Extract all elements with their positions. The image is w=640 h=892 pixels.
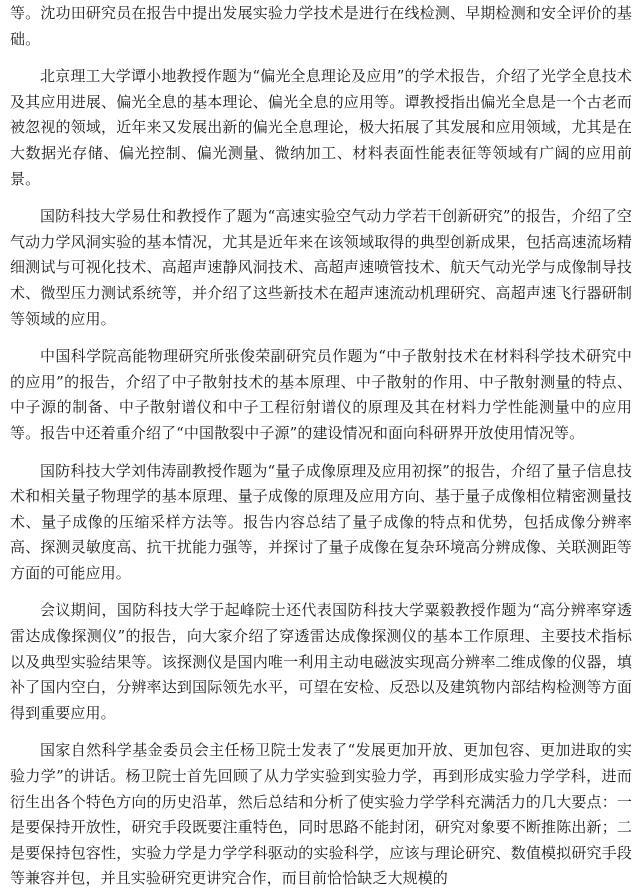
paragraph-7: 国家自然科学基金委员会主任杨卫院士发表了“发展更加开放、更加包容、更加进取的实验力学”的讲话。杨卫院士首先回顾了从力学实验到实验力学，再到形成实验力学学科，进而衍生出各个特色方向的历史沿革，然后总结和分析了使实验力学学科充满活力的几大要点：一是要保持开放性，研究手段既要注重特色，同时思路不能封闭，研究对象要不断推陈出新；二是要保持包容性，实验力学是力学学科驱动的实验科学，应该与理论研究、数值模拟研究手段等兼容并包，并且实验研究更讲究合作，而目前恰恰缺乏大规模的	[10, 741, 632, 888]
paragraph-1: 等。沈功田研究员在报告中提出发展实验力学技术是进行在线检测、早期检测和安全评价的基础。	[10, 4, 632, 48]
paragraph-6: 会议期间，国防科技大学于起峰院士还代表国防科技大学粟毅教授作题为“高分辨率穿透雷达成像探测仪”的报告，向大家介绍了穿透雷达成像探测仪的基本工作原理、主要技术指标以及典型实验结果等。该探测仪是国内唯一利用主动电磁波实现高分辨率二维成像的仪器，填补了国内空白，分辨率达到国际领先水平，可望在安检、反恐以及建筑物内部结构检测等方面得到重要应用。	[10, 601, 632, 722]
paragraph-3: 国防科技大学易仕和教授作了题为“高速实验空气动力学若干创新研究”的报告，介绍了空气动力学风洞实验的基本情况，尤其是近年来在该领域取得的典型创新成果，包括高速流场精细测试与可视化技术、高超声速静风洞技术、高超声速喷管技术、航天气动光学与成像制导技术、微型压力测试系统等，并介绍了这些新技术在超声速流动机理研究、高超声速飞行器研制等领域的应用。	[10, 207, 632, 328]
document-page	[0, 1, 640, 888]
paragraph-2: 北京理工大学谭小地教授作题为“偏光全息理论及应用”的学术报告，介绍了光学全息技术及其应用进展、偏光全息的基本理论、偏光全息的应用等。谭教授指出偏光全息是一个古老而被忽视的领域，近年来又发展出新的偏光全息理论，极大拓展了其发展和应用领域，尤其是在大数据光存储、偏光控制、偏光测量、微纳加工、材料表面性能表征等领域有广阔的应用前景。	[10, 67, 632, 188]
paragraph-5: 国防科技大学刘伟涛副教授作题为“量子成像原理及应用初探”的报告，介绍了量子信息技术和相关量子物理学的基本原理、量子成像的原理及应用方向、基于量子成像相位精密测量技术、量子成像的压缩采样方法等。报告内容总结了量子成像的特点和优势，包括成像分辨率高、探测灵敏度高、抗干扰能力强等，并探讨了量子成像在复杂环境高分辨成像、关联测距等方面的可能应用。	[10, 461, 632, 582]
paragraph-4: 中国科学院高能物理研究所张俊荣副研究员作题为“中子散射技术在材料科学技术研究中的应用”的报告，介绍了中子散射技术的基本原理、中子散射的作用、中子散射测量的特点、中子源的制备、中子散射谱仪和中子工程衍射谱仪的原理及其在材料力学性能测量中的应用等。报告中还着重介绍了“中国散裂中子源”的建设情况和面向科研界开放使用情况等。	[10, 347, 632, 442]
